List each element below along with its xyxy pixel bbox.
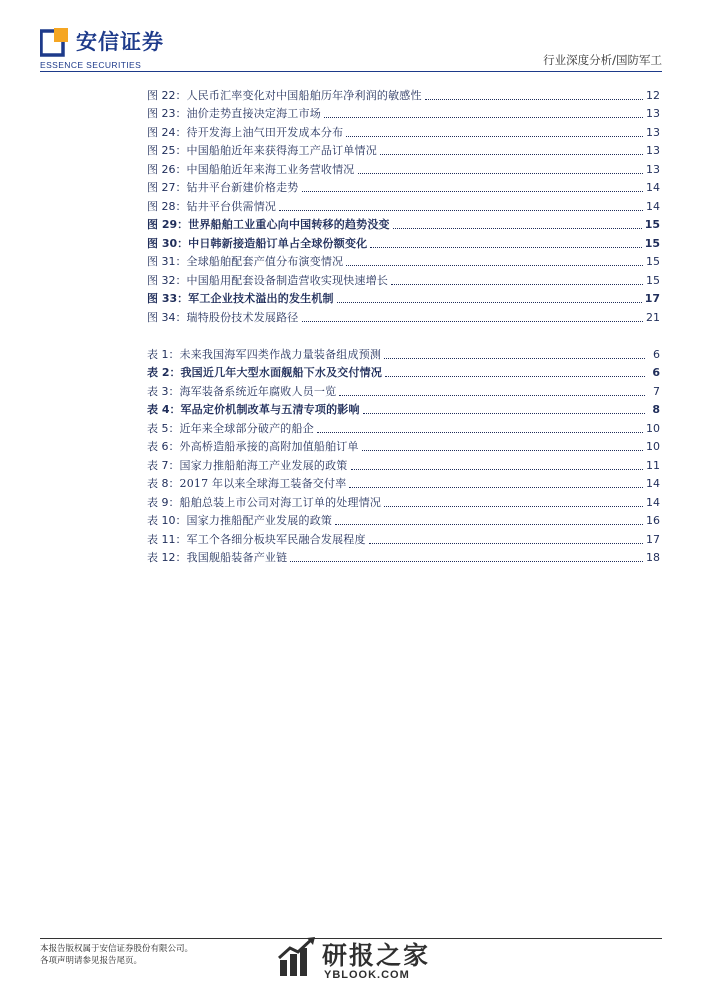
table-entry[interactable] [147,528,660,547]
figure-entry-title: 瑞特股份技术发展路径 [186,310,299,324]
dot-leader [335,524,643,525]
table-entry-label: 表 11： [147,532,187,546]
table-entry-title: 2017 年以来全球海工装备交付率 [179,477,347,490]
dot-leader [349,487,643,488]
table-entry-title: 近年来全球部分破产的船企 [179,421,314,435]
table-entry-title: 军品定价机制改革与五清专项的影响 [180,403,360,416]
footer-copyright-line: 本报告版权属于安信证券股份有限公司。 [40,944,194,954]
logo-mark-icon [40,28,70,58]
table-entry-label: 表 7： [147,458,180,472]
table-entry[interactable] [147,417,660,436]
dot-leader [363,413,645,414]
dot-leader [369,543,643,544]
dot-leader [302,191,644,192]
figure-entry[interactable] [147,103,660,122]
figure-entry-title: 全球船舶配套产值分布演变情况 [186,255,344,268]
dot-leader [393,228,642,229]
figure-entry-label: 图 22： [147,88,187,102]
watermark-chinese-text: 研报之家 [322,941,431,970]
dot-leader [302,321,644,322]
figure-entry[interactable] [147,121,660,140]
dot-leader [346,265,643,266]
logo-chinese-name: 安信证券 [76,30,164,54]
table-entry[interactable] [147,362,660,381]
table-entry-page-number: 14 [646,477,660,490]
table-entry-label: 表 4： [147,403,181,416]
table-entry-page-number: 16 [646,514,660,527]
watermark [278,936,458,986]
figure-entry-page-number: 13 [646,125,660,139]
table-entry-title: 船舶总装上市公司对海工订单的处理情况 [179,495,382,509]
table-entry-label: 表 2： [147,366,181,379]
figure-entry[interactable] [147,84,660,103]
dot-leader [279,210,643,211]
figure-entry-page-number: 13 [646,162,660,176]
figure-entry-label: 图 28： [147,199,187,213]
figure-entry-title: 中国船舶近年来获得海工产品订单情况 [186,144,377,157]
dot-leader [425,99,643,100]
figure-entry-title: 钻井平台新建价格走势 [186,181,299,194]
watermark-chart-icon [278,936,316,980]
logo-english-name: ESSENCE SECURITIES [40,60,142,70]
figure-entry-title: 钻井平台供需情况 [186,199,277,213]
table-entry-title: 海军装备系统近年腐败人员一览 [179,384,337,398]
table-entry-page-number: 8 [652,403,660,416]
figure-entry[interactable] [147,177,660,196]
figure-entry-label: 图 33： [147,292,189,305]
table-entry-title: 我国近几年大型水面舰船下水及交付情况 [180,366,383,379]
figure-entry-page-number: 13 [646,144,660,157]
dot-leader [358,173,644,174]
table-entry-label: 表 9： [147,495,180,509]
figure-entry-page-number: 15 [644,236,660,250]
table-entry-page-number: 11 [646,458,660,472]
figure-entry-label: 图 24： [147,125,187,139]
table-entry-page-number: 10 [646,440,660,453]
dot-leader [346,136,643,137]
dot-leader [370,247,641,248]
table-entry-title: 国家力推船配产业发展的政策 [186,514,333,527]
table-entry-title: 我国舰船装备产业链 [186,551,288,564]
footer-statement-line: 各项声明请参见报告尾页。 [40,956,143,966]
figure-entry[interactable] [147,214,660,233]
figure-entry-page-number: 14 [646,199,660,213]
figure-entry-title: 中国船用配套设备制造营收实现快速增长 [186,273,389,287]
figure-entry-title: 中国船舶近年来海工业务营收情况 [186,162,355,176]
table-entry[interactable] [147,473,660,492]
table-entry-page-number: 6 [653,347,660,361]
figure-entry-page-number: 21 [646,310,660,324]
table-entry-title: 国家力推船舶海工产业发展的政策 [179,458,348,472]
figure-entry-label: 图 23： [147,107,187,120]
table-entry-page-number: 18 [646,551,660,564]
dot-leader [337,302,642,303]
figure-entry[interactable] [147,140,660,159]
table-entry[interactable] [147,380,660,399]
figure-entry-label: 图 32： [147,273,187,287]
figure-entry-label: 图 25： [147,144,187,157]
figure-entry-title: 世界船舶工业重心向中国转移的趋势没变 [188,218,390,231]
figure-entry-page-number: 15 [644,218,660,231]
footer-disclaimer [40,943,193,967]
dot-leader [385,376,645,377]
dot-leader [351,469,644,470]
figure-entry-page-number: 15 [646,273,660,287]
dot-leader [384,358,645,359]
figure-entry-page-number: 12 [646,88,660,102]
company-logo [40,28,200,68]
figure-entry-label: 图 34： [147,310,187,324]
figure-entry[interactable] [147,158,660,177]
table-entry-label: 表 3： [147,384,180,398]
dot-leader [391,284,643,285]
table-index-list [147,343,660,565]
figure-entry[interactable] [147,251,660,270]
figure-entry-label: 图 29： [147,218,189,231]
report-category: 行业深度分析/国防军工 [543,53,662,67]
figure-entry-title: 油价走势直接决定海工市场 [186,107,321,120]
table-entry-label: 表 10： [147,514,187,527]
figure-entry[interactable] [147,232,660,251]
dot-leader [324,117,643,118]
table-entry-label: 表 5： [147,421,180,435]
dot-leader [290,561,643,562]
table-entry[interactable] [147,547,660,566]
table-entry[interactable] [147,491,660,510]
table-entry-page-number: 17 [646,532,660,546]
figure-entry-label: 图 31： [147,255,187,268]
table-entry-page-number: 14 [646,495,660,509]
figure-entry[interactable] [147,269,660,288]
table-entry-label: 表 1： [147,347,180,361]
table-entry-page-number: 7 [653,384,660,398]
figure-entry-title: 待开发海上油气田开发成本分布 [186,125,344,139]
table-entry[interactable] [147,454,660,473]
figure-entry-title: 中日韩新接造船订单占全球份额变化 [188,236,368,250]
dot-leader [380,154,643,155]
figure-entry-label: 图 30： [147,236,189,250]
table-entry-label: 表 12： [147,551,187,564]
figure-entry[interactable] [147,288,660,307]
table-entry-title: 外高桥造船承接的高附加值船舶订单 [179,440,359,453]
figure-index-list [147,84,660,325]
table-entry-title: 军工个各细分板块军民融合发展程度 [186,532,366,546]
dot-leader [317,432,643,433]
figure-entry-page-number: 14 [646,181,660,194]
table-entry[interactable] [147,343,660,362]
table-entry[interactable] [147,436,660,455]
watermark-english-text: YBLOOK.COM [324,969,410,981]
table-entry-label: 表 6： [147,440,180,453]
figure-entry[interactable] [147,195,660,214]
header-divider [40,71,662,72]
figure-entry-page-number: 13 [646,107,660,120]
dot-leader [362,450,643,451]
table-entry-page-number: 10 [646,421,660,435]
table-entry-label: 表 8： [147,477,180,490]
dot-leader [339,395,645,396]
table-entry-page-number: 6 [652,366,660,379]
figure-entry-page-number: 17 [644,292,660,305]
figure-entry-label: 图 26： [147,162,187,176]
figure-entry[interactable] [147,306,660,325]
table-entry[interactable] [147,399,660,418]
figure-entry-page-number: 15 [646,255,660,268]
figure-entry-title: 军工企业技术溢出的发生机制 [188,292,334,305]
table-entry[interactable] [147,510,660,529]
table-entry-title: 未来我国海军四类作战力量装备组成预测 [179,347,382,361]
figure-entry-label: 图 27： [147,181,187,194]
dot-leader [384,506,643,507]
figure-entry-title: 人民币汇率变化对中国船舶历年净利润的敏感性 [186,88,422,102]
